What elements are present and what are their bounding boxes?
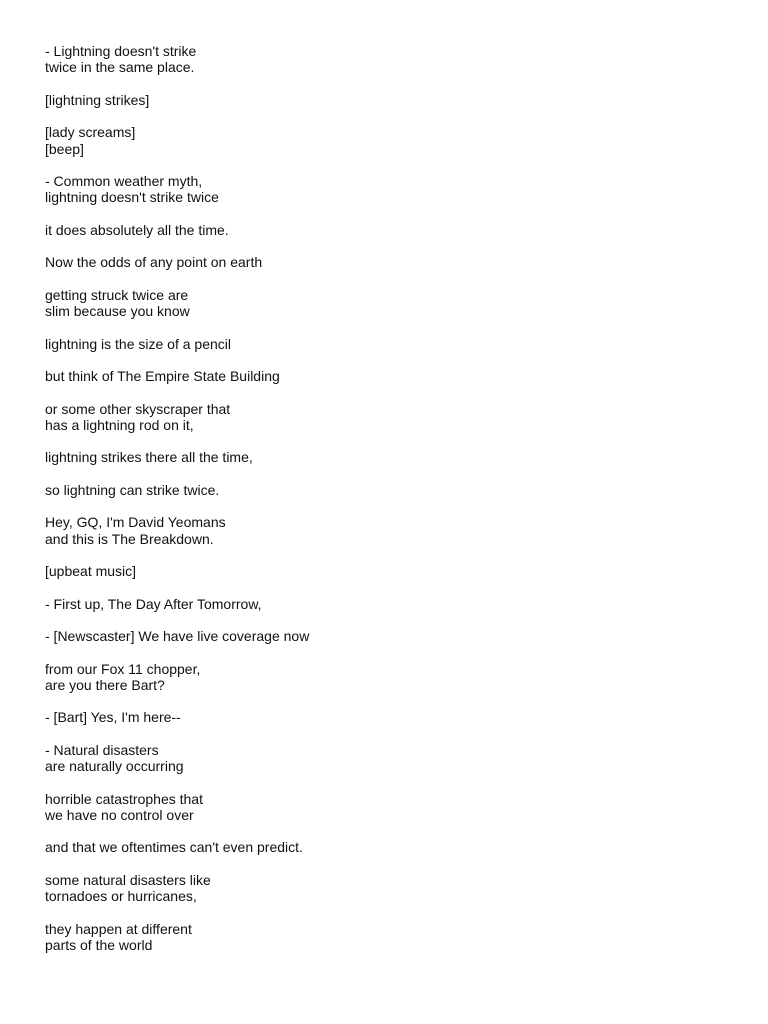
transcript-cue xyxy=(45,628,735,644)
transcript-line: so lightning can strike twice. xyxy=(45,481,220,498)
transcript-line: [lightning strikes] xyxy=(45,91,150,108)
transcript-line: are you there Bart? xyxy=(45,676,165,693)
transcript-cue xyxy=(45,222,735,238)
transcript-line: - Lightning doesn't strike xyxy=(45,43,197,59)
transcript-cue xyxy=(45,872,735,905)
transcript-cue xyxy=(45,449,735,465)
transcript-cue xyxy=(45,401,735,434)
transcript-cue xyxy=(45,791,735,824)
transcript-line: are naturally occurring xyxy=(45,758,184,775)
transcript-cue xyxy=(45,287,735,320)
transcript-cue xyxy=(45,368,735,384)
transcript-line: and this is The Breakdown. xyxy=(45,530,214,547)
transcript-line: it does absolutely all the time. xyxy=(45,221,229,238)
transcript-line: lightning doesn't strike twice xyxy=(45,189,219,206)
transcript-line: - First up, The Day After Tomorrow, xyxy=(45,595,262,612)
transcript-line: we have no control over xyxy=(45,806,194,823)
transcript-line: [upbeat music] xyxy=(45,563,137,580)
transcript-line: and that we oftentimes can't even predict. xyxy=(45,839,303,856)
transcript-cue xyxy=(45,921,735,954)
transcript-line: slim because you know xyxy=(45,303,190,320)
transcript-cue xyxy=(45,596,735,612)
transcript-cue xyxy=(45,514,735,547)
transcript-line: has a lightning rod on it, xyxy=(45,416,194,433)
transcript-line: getting struck twice are xyxy=(45,286,189,303)
transcript-line: lightning is the size of a pencil xyxy=(45,335,231,352)
transcript-line: - Common weather myth, xyxy=(45,173,203,190)
transcript-line: horrible catastrophes that xyxy=(45,790,203,807)
transcript-cue xyxy=(45,124,735,157)
transcript-cue xyxy=(45,563,735,579)
transcript-line: Now the odds of any point on earth xyxy=(45,254,263,271)
transcript-line: parts of the world xyxy=(45,936,153,953)
transcript-cue xyxy=(45,92,735,108)
transcript-line: lightning strikes there all the time, xyxy=(45,449,253,466)
transcript-line: they happen at different xyxy=(45,920,192,937)
transcript-line: Hey, GQ, I'm David Yeomans xyxy=(45,514,226,531)
transcript-line: [lady screams] xyxy=(45,124,136,141)
transcript-cue xyxy=(45,43,735,76)
transcript-cue xyxy=(45,709,735,725)
transcript-cue xyxy=(45,336,735,352)
transcript-cue xyxy=(45,173,735,206)
transcript-line: twice in the same place. xyxy=(45,59,195,76)
transcript-page xyxy=(45,43,735,969)
transcript-line: - [Newscaster] We have live coverage now xyxy=(45,628,310,645)
transcript-line: some natural disasters like xyxy=(45,871,211,888)
transcript-cue xyxy=(45,839,735,855)
transcript-line: but think of The Empire State Building xyxy=(45,368,280,385)
transcript-line: from our Fox 11 chopper, xyxy=(45,660,201,677)
transcript-line: - [Bart] Yes, I'm here-- xyxy=(45,709,181,726)
transcript-line: [beep] xyxy=(45,140,84,157)
transcript-cue xyxy=(45,661,735,694)
transcript-cue xyxy=(45,742,735,775)
transcript-cue xyxy=(45,482,735,498)
transcript-cue xyxy=(45,254,735,270)
transcript-line: or some other skyscraper that xyxy=(45,400,231,417)
transcript-line: - Natural disasters xyxy=(45,741,159,758)
transcript-line: tornadoes or hurricanes, xyxy=(45,888,197,905)
